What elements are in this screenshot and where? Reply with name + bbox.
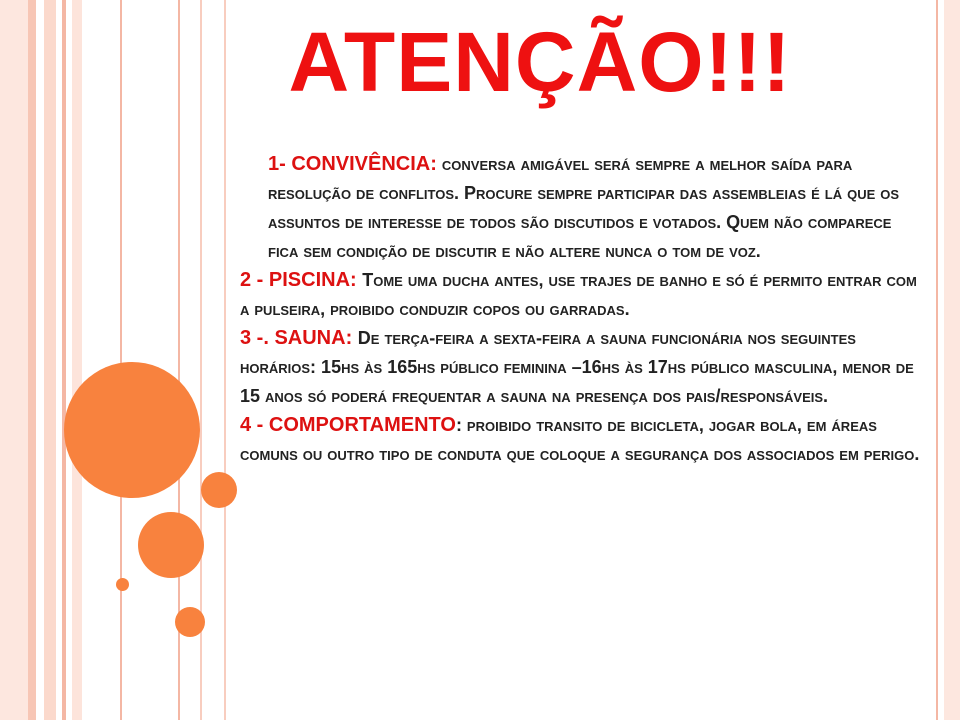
rule-comportamento bbox=[240, 411, 920, 469]
rules-body bbox=[240, 150, 920, 469]
rule-sauna bbox=[240, 324, 920, 411]
rule-heading: 3 -. SAUNA: bbox=[240, 327, 358, 349]
rule-heading: 1- CONVIVÊNCIA: bbox=[268, 153, 437, 175]
rule-text: Tome uma ducha antes, use trajes de banho e só é permito entrar com a pulseira, proibido conduzir copos ou garradas. bbox=[240, 270, 917, 319]
rule-heading: 2 - PISCINA: bbox=[240, 269, 363, 291]
rule-heading: 4 - COMPORTAMENTO bbox=[240, 414, 456, 436]
small-medium-circle bbox=[175, 607, 205, 637]
small-circle bbox=[116, 578, 129, 591]
right-decorative-stripes bbox=[934, 0, 960, 720]
rule-text: De terça-feira a sexta-feira a sauna funcionária nos seguintes horários: 15hs às 165hs público feminina –16hs às 17hs público masculina, menor de 15 anos só poderá frequentar a sauna na presença dos pais/responsáveis. bbox=[240, 328, 914, 406]
large-circle bbox=[64, 362, 200, 498]
page-title: ATENÇÃO!!! bbox=[288, 15, 792, 109]
rule-text: conversa amigável será sempre a melhor saída para resolução de conflitos. Procure sempre participar das assembleias é lá que os assuntos de interesse de todos são discutidos e votados. Quem não comparece fica sem condição de discutir e não altere nunca o tom de voz. bbox=[268, 154, 900, 261]
large-medium-circle bbox=[138, 512, 204, 578]
medium-circle bbox=[201, 472, 237, 508]
rule-convivencia bbox=[240, 150, 920, 266]
rule-piscina bbox=[240, 266, 920, 324]
rule-text: : proibido transito de bicicleta, jogar bola, em áreas comuns ou outro tipo de conduta que coloque a segurança dos associados em perigo. bbox=[240, 415, 920, 464]
